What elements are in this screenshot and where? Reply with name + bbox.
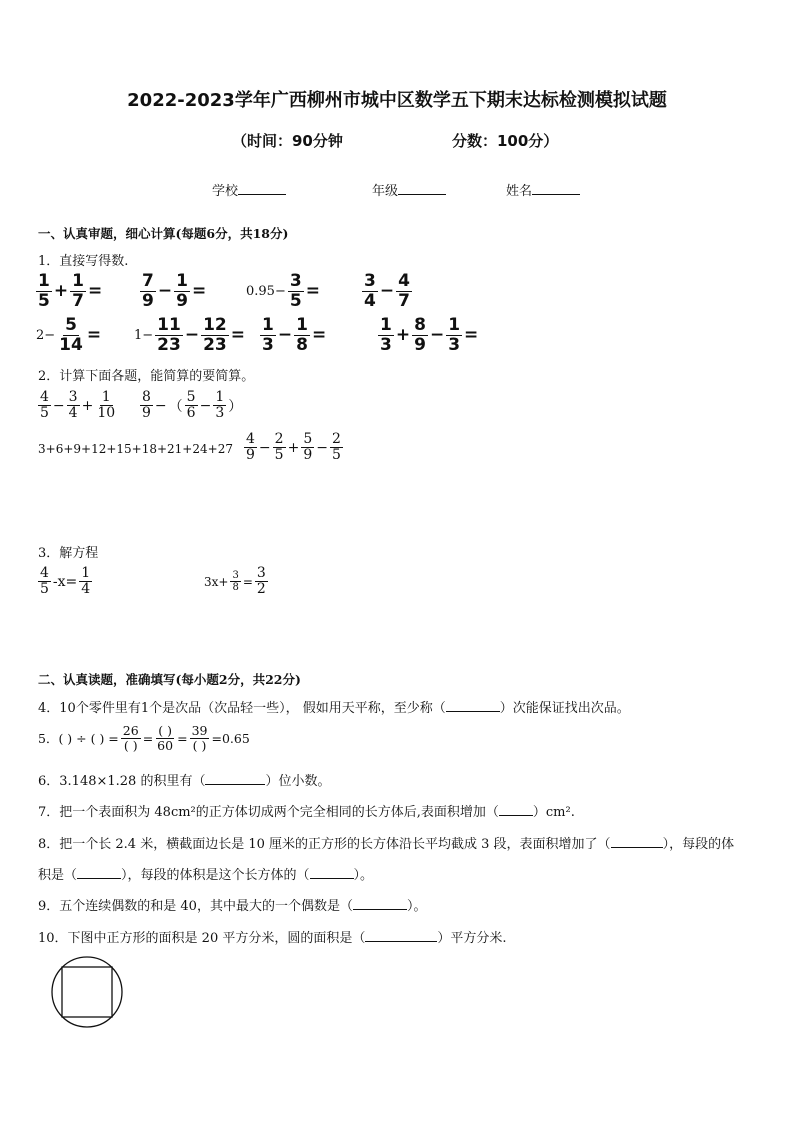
q1-expr-1: $\frac{1}{5}$ + $\frac{1}{7}$ =	[38, 271, 103, 311]
square-shape	[62, 967, 112, 1017]
question-4: 4．10个零件里有1个是次品（次品轻一些）， 假如用天平称，至少称（ ）次能保证找出次品。	[38, 701, 630, 716]
answer-blank[interactable]	[365, 929, 437, 942]
time-label: （时间：90分钟	[232, 132, 343, 150]
circle-square-figure	[50, 955, 124, 1029]
q1-label: 1．直接写得数.	[38, 254, 129, 269]
question-9: 9．五个连续偶数的和是 40，其中最大的一个偶数是（ ）。	[38, 899, 427, 914]
q2-expr-1: $\frac{4}{5}$ − $\frac{3}{4}$ + $\frac{1}{10}$	[40, 389, 116, 422]
question-6: 6．3.148×1.28 的积里有（ ）位小数。	[38, 774, 331, 789]
name-field	[506, 180, 580, 199]
fraction: $\frac{1}{5}$	[38, 271, 50, 311]
section-2-heading: 二、认真读题，准确填写(每小题2分，共22分)	[38, 672, 301, 687]
q1-expr-6: 1− $\frac{11}{23}$ − $\frac{12}{23}$ =	[134, 315, 246, 355]
answer-blank[interactable]	[446, 699, 500, 712]
name-label: 姓名	[506, 184, 533, 199]
question-10: 10．下图中正方形的面积是 20 平方分米，圆的面积是（ ）平方分米.	[38, 931, 507, 946]
grade-field	[372, 180, 446, 199]
school-label: 学校	[212, 184, 239, 199]
school-blank	[238, 182, 286, 195]
answer-blank[interactable]	[499, 803, 533, 816]
q2-expr-4: $\frac{4}{9}$ − $\frac{2}{5}$ + $\frac{5}{9}$ − $\frac{2}{5}$	[246, 431, 341, 464]
q1-expr-3: 0.95− $\frac{3}{5}$ =	[246, 271, 320, 311]
exam-title: 2022-2023学年广西柳州市城中区数学五下期末达标检测模拟试题	[127, 90, 667, 111]
q1-expr-7: $\frac{1}{3}$ − $\frac{1}{8}$ =	[262, 315, 327, 355]
q3-label: 3．解方程	[38, 546, 99, 561]
q1-expr-5: 2− $\frac{5}{14}$ =	[36, 315, 102, 355]
q1-expr-4: $\frac{3}{4}$ − $\frac{4}{7}$	[364, 271, 410, 311]
question-8-line-1: 8．把一个长 2.4 米，横截面边长是 10 厘米的正方形的长方体沿长平均截成 3 段，表面积增加了（ ），每段的体	[38, 837, 735, 852]
grade-label: 年级	[372, 184, 399, 199]
grade-blank	[398, 182, 446, 195]
q1-expr-8: $\frac{1}{3}$ + $\frac{8}{9}$ − $\frac{1}{3}$ =	[380, 315, 479, 355]
q3-equation-2: 3x+ $\frac{3}{8}$ = $\frac{3}{2}$	[204, 565, 266, 598]
question-5: 5．( ) ÷ ( ) = $\frac{26}{( )}$ = $\frac{( )}{60}$ = $\frac{39}{( )}$ =0.65	[38, 723, 250, 753]
school-field	[212, 180, 286, 199]
question-8-line-2: 积是（ ），每段的体积是这个长方体的（ ）。	[38, 868, 374, 883]
name-blank	[532, 182, 580, 195]
answer-blank[interactable]	[611, 835, 663, 848]
answer-blank[interactable]	[77, 866, 121, 879]
q3-equation-1: $\frac{4}{5}$ -x= $\frac{1}{4}$	[40, 565, 91, 598]
q2-expr-3: 3+6+9+12+15+18+21+24+27	[38, 442, 233, 456]
q1-expr-2: $\frac{7}{9}$ − $\frac{1}{9}$ =	[142, 271, 207, 311]
answer-blank[interactable]	[205, 772, 265, 785]
question-7: 7．把一个表面积为 48cm²的正方体切成两个完全相同的长方体后,表面积增加（ ）cm².	[38, 805, 575, 820]
answer-blank[interactable]	[310, 866, 354, 879]
section-1-heading: 一、认真审题，细心计算(每题6分，共18分)	[38, 226, 289, 241]
score-label: 分数：100分）	[452, 132, 559, 150]
answer-blank[interactable]	[353, 897, 407, 910]
fraction: $\frac{1}{7}$	[72, 271, 84, 311]
q2-expr-2: $\frac{8}{9}$ − （ $\frac{5}{6}$ − $\frac{1}{3}$ ）	[142, 389, 243, 422]
q2-label: 2．计算下面各题，能简算的要简算。	[38, 369, 255, 384]
